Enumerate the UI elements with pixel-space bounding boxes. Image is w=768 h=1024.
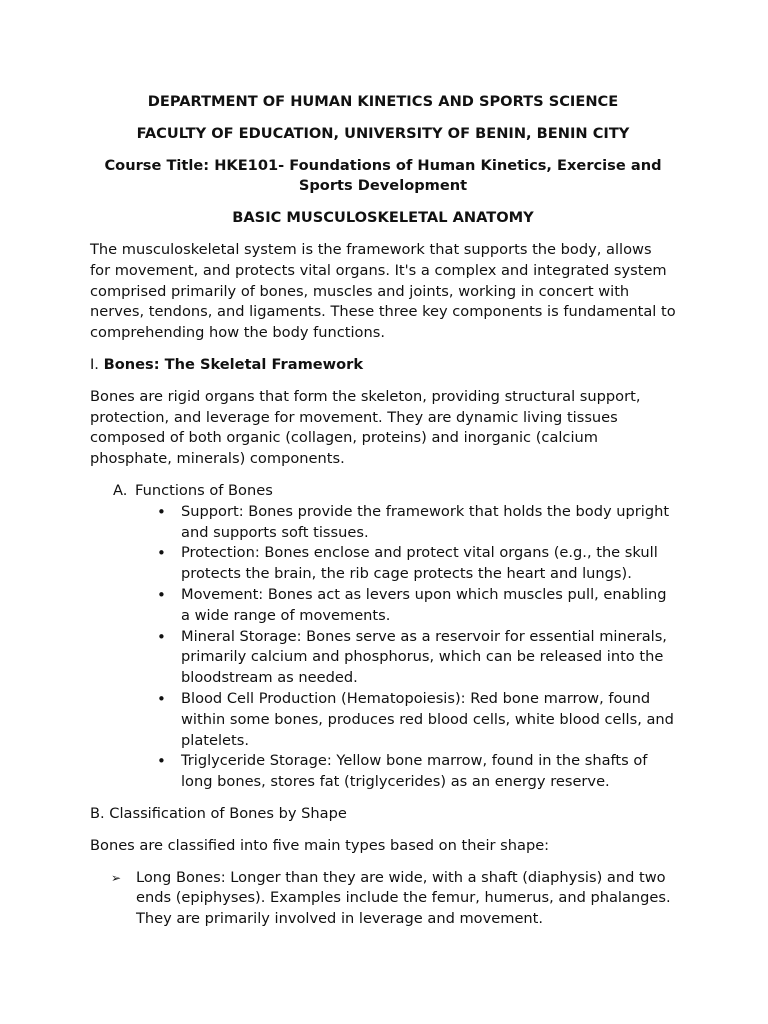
arrow-bullet-icon: ➢ [111,870,122,885]
bones-paragraph: Bones are rigid organs that form the skeleton, providing structural support, protection, and leverage for movement. They are dynamic living tissues composed of both organic (collagen, proteins) and inorganic (calcium phosphate, minerals) components. [90,387,641,468]
bone-types-list [90,868,676,930]
bullet-icon: • [157,544,166,563]
functions-list [90,502,676,793]
classification-heading: B. Classification of Bones by Shape [90,804,347,822]
list-item-text: Long Bones: Longer than they are wide, with a shaft (diaphysis) and two ends (epiphyses). Examples include the femur, humerus, and phalanges. They are primarily involved in leverage and movement. [136,868,671,928]
bullet-icon: • [157,689,166,708]
bullet-icon: • [157,585,166,604]
course-title: Course Title: HKE101- Foundations of Human Kinetics, Exercise and Sports Development [104,156,662,195]
list-item [157,627,676,689]
list-item [157,751,676,793]
list-item-text: Blood Cell Production (Hematopoiesis): Red bone marrow, found within some bones, produces red blood cells, white blood cells, and platelets. [181,689,674,749]
topic-title: BASIC MUSCULOSKELETAL ANATOMY [232,209,534,227]
list-item-text: Protection: Bones enclose and protect vital organs (e.g., the skull protects the brain, the rib cage protects the heart and lungs). [181,544,658,583]
department-heading: DEPARTMENT OF HUMAN KINETICS AND SPORTS SCIENCE [147,93,619,110]
bullet-icon: • [157,627,166,646]
bullet-icon: • [157,502,166,521]
faculty-heading: FACULTY OF EDUCATION, UNIVERSITY OF BENIN, BENIN CITY [136,124,630,142]
list-item [157,689,676,751]
functions-marker: A. [113,481,128,499]
list-item [157,543,676,585]
bullet-icon: • [157,752,166,771]
list-item [157,585,676,627]
functions-title: Functions of Bones [135,481,273,499]
list-item-text: Mineral Storage: Bones serve as a reservoir for essential minerals, primarily calcium and phosphorus, which can be released into the bloodstream as needed. [181,627,667,687]
section-numeral: I. [90,355,99,373]
list-item-text: Support: Bones provide the framework that holds the body upright and supports soft tissues. [181,502,670,541]
list-item-text: Movement: Bones act as levers upon which muscles pull, enabling a wide range of movements. [181,585,667,624]
functions-heading [90,481,676,502]
list-item [111,868,676,930]
section-bones-heading [90,355,676,376]
section-title: Bones: The Skeletal Framework [103,355,364,373]
list-item-text: Triglyceride Storage: Yellow bone marrow, found in the shafts of long bones, stores fat (triglycerides) as an energy reserve. [181,752,648,791]
list-item [157,502,676,544]
classification-intro: Bones are classified into five main types based on their shape: [90,836,550,854]
intro-paragraph: The musculoskeletal system is the framework that supports the body, allows for movement, and protects vital organs. It's a complex and integrated system comprised primarily of bones, muscles and joints, working in concert with nerves, tendons, and ligaments. These three key components is fundamental to comprehending how the body functions. [90,240,676,342]
